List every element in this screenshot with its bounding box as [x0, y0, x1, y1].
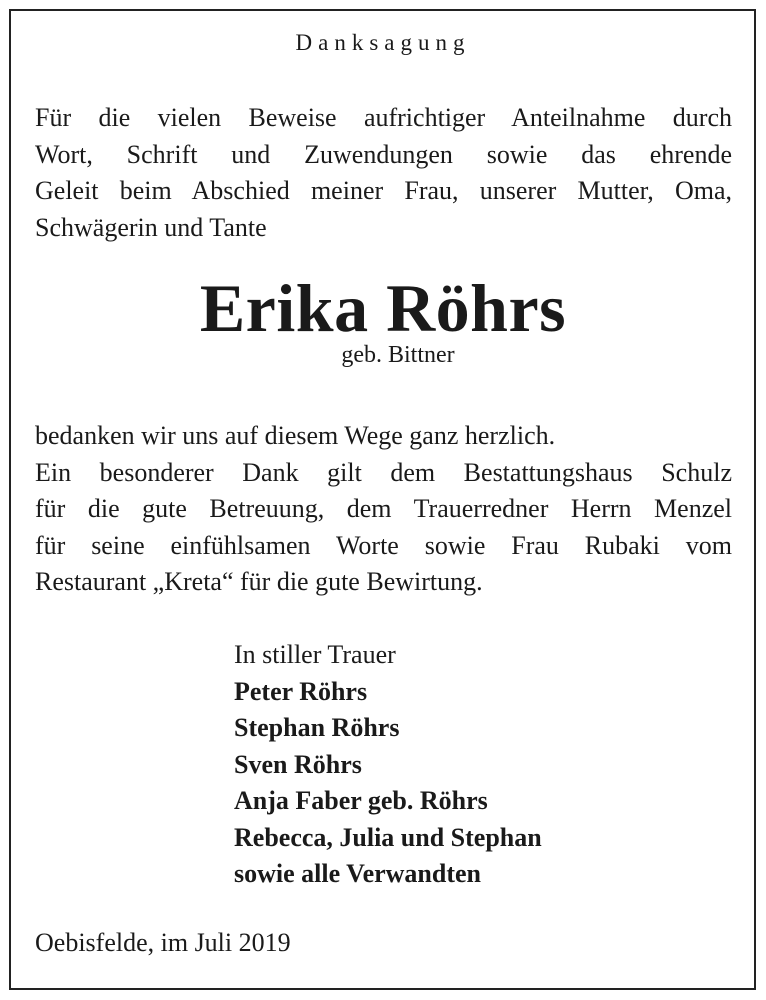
mourner-name: Stephan Röhrs — [234, 713, 400, 742]
deceased-birth-name: geb. Bittner — [341, 342, 455, 368]
intro-line: Wort, Schrift und Zuwendungen sowie das ehrende — [35, 139, 732, 169]
thanks-line: Restaurant „Kreta“ für die gute Bewirtung. — [35, 567, 483, 596]
deceased-name: Erika Röhrs — [199, 270, 567, 346]
thanks-line: für seine einfühlsamen Worte sowie Frau Rubaki vom — [35, 530, 732, 560]
mourners-block — [234, 637, 542, 893]
thanks-line: Ein besonderer Dank gilt dem Bestattungshaus Schulz — [35, 457, 732, 487]
intro-line: Für die vielen Beweise aufrichtiger Anteilnahme durch — [35, 103, 732, 132]
thanks-paragraph — [35, 418, 732, 601]
thanks-line: für die gute Betreuung, dem Trauerredner Herrn Menzel — [35, 494, 732, 523]
mourner-name: Anja Faber geb. Röhrs — [234, 786, 488, 815]
notice-heading: Danksagung — [295, 30, 471, 55]
mourner-name: Sven Röhrs — [234, 749, 362, 779]
mourners-intro: In stiller Trauer — [234, 640, 396, 669]
intro-line: Schwägerin und Tante — [35, 212, 267, 242]
mourner-name: Peter Röhrs — [234, 676, 368, 706]
place-and-date: Oebisfelde, im Juli 2019 — [35, 928, 291, 957]
intro-paragraph — [35, 100, 732, 246]
intro-line: Geleit beim Abschied meiner Frau, unserer Mutter, Oma, — [35, 176, 732, 205]
thanks-line: bedanken wir uns auf diesem Wege ganz herzlich. — [35, 421, 556, 450]
mourner-name: Rebecca, Julia und Stephan — [234, 822, 542, 852]
mourner-name: sowie alle Verwandten — [234, 859, 481, 888]
